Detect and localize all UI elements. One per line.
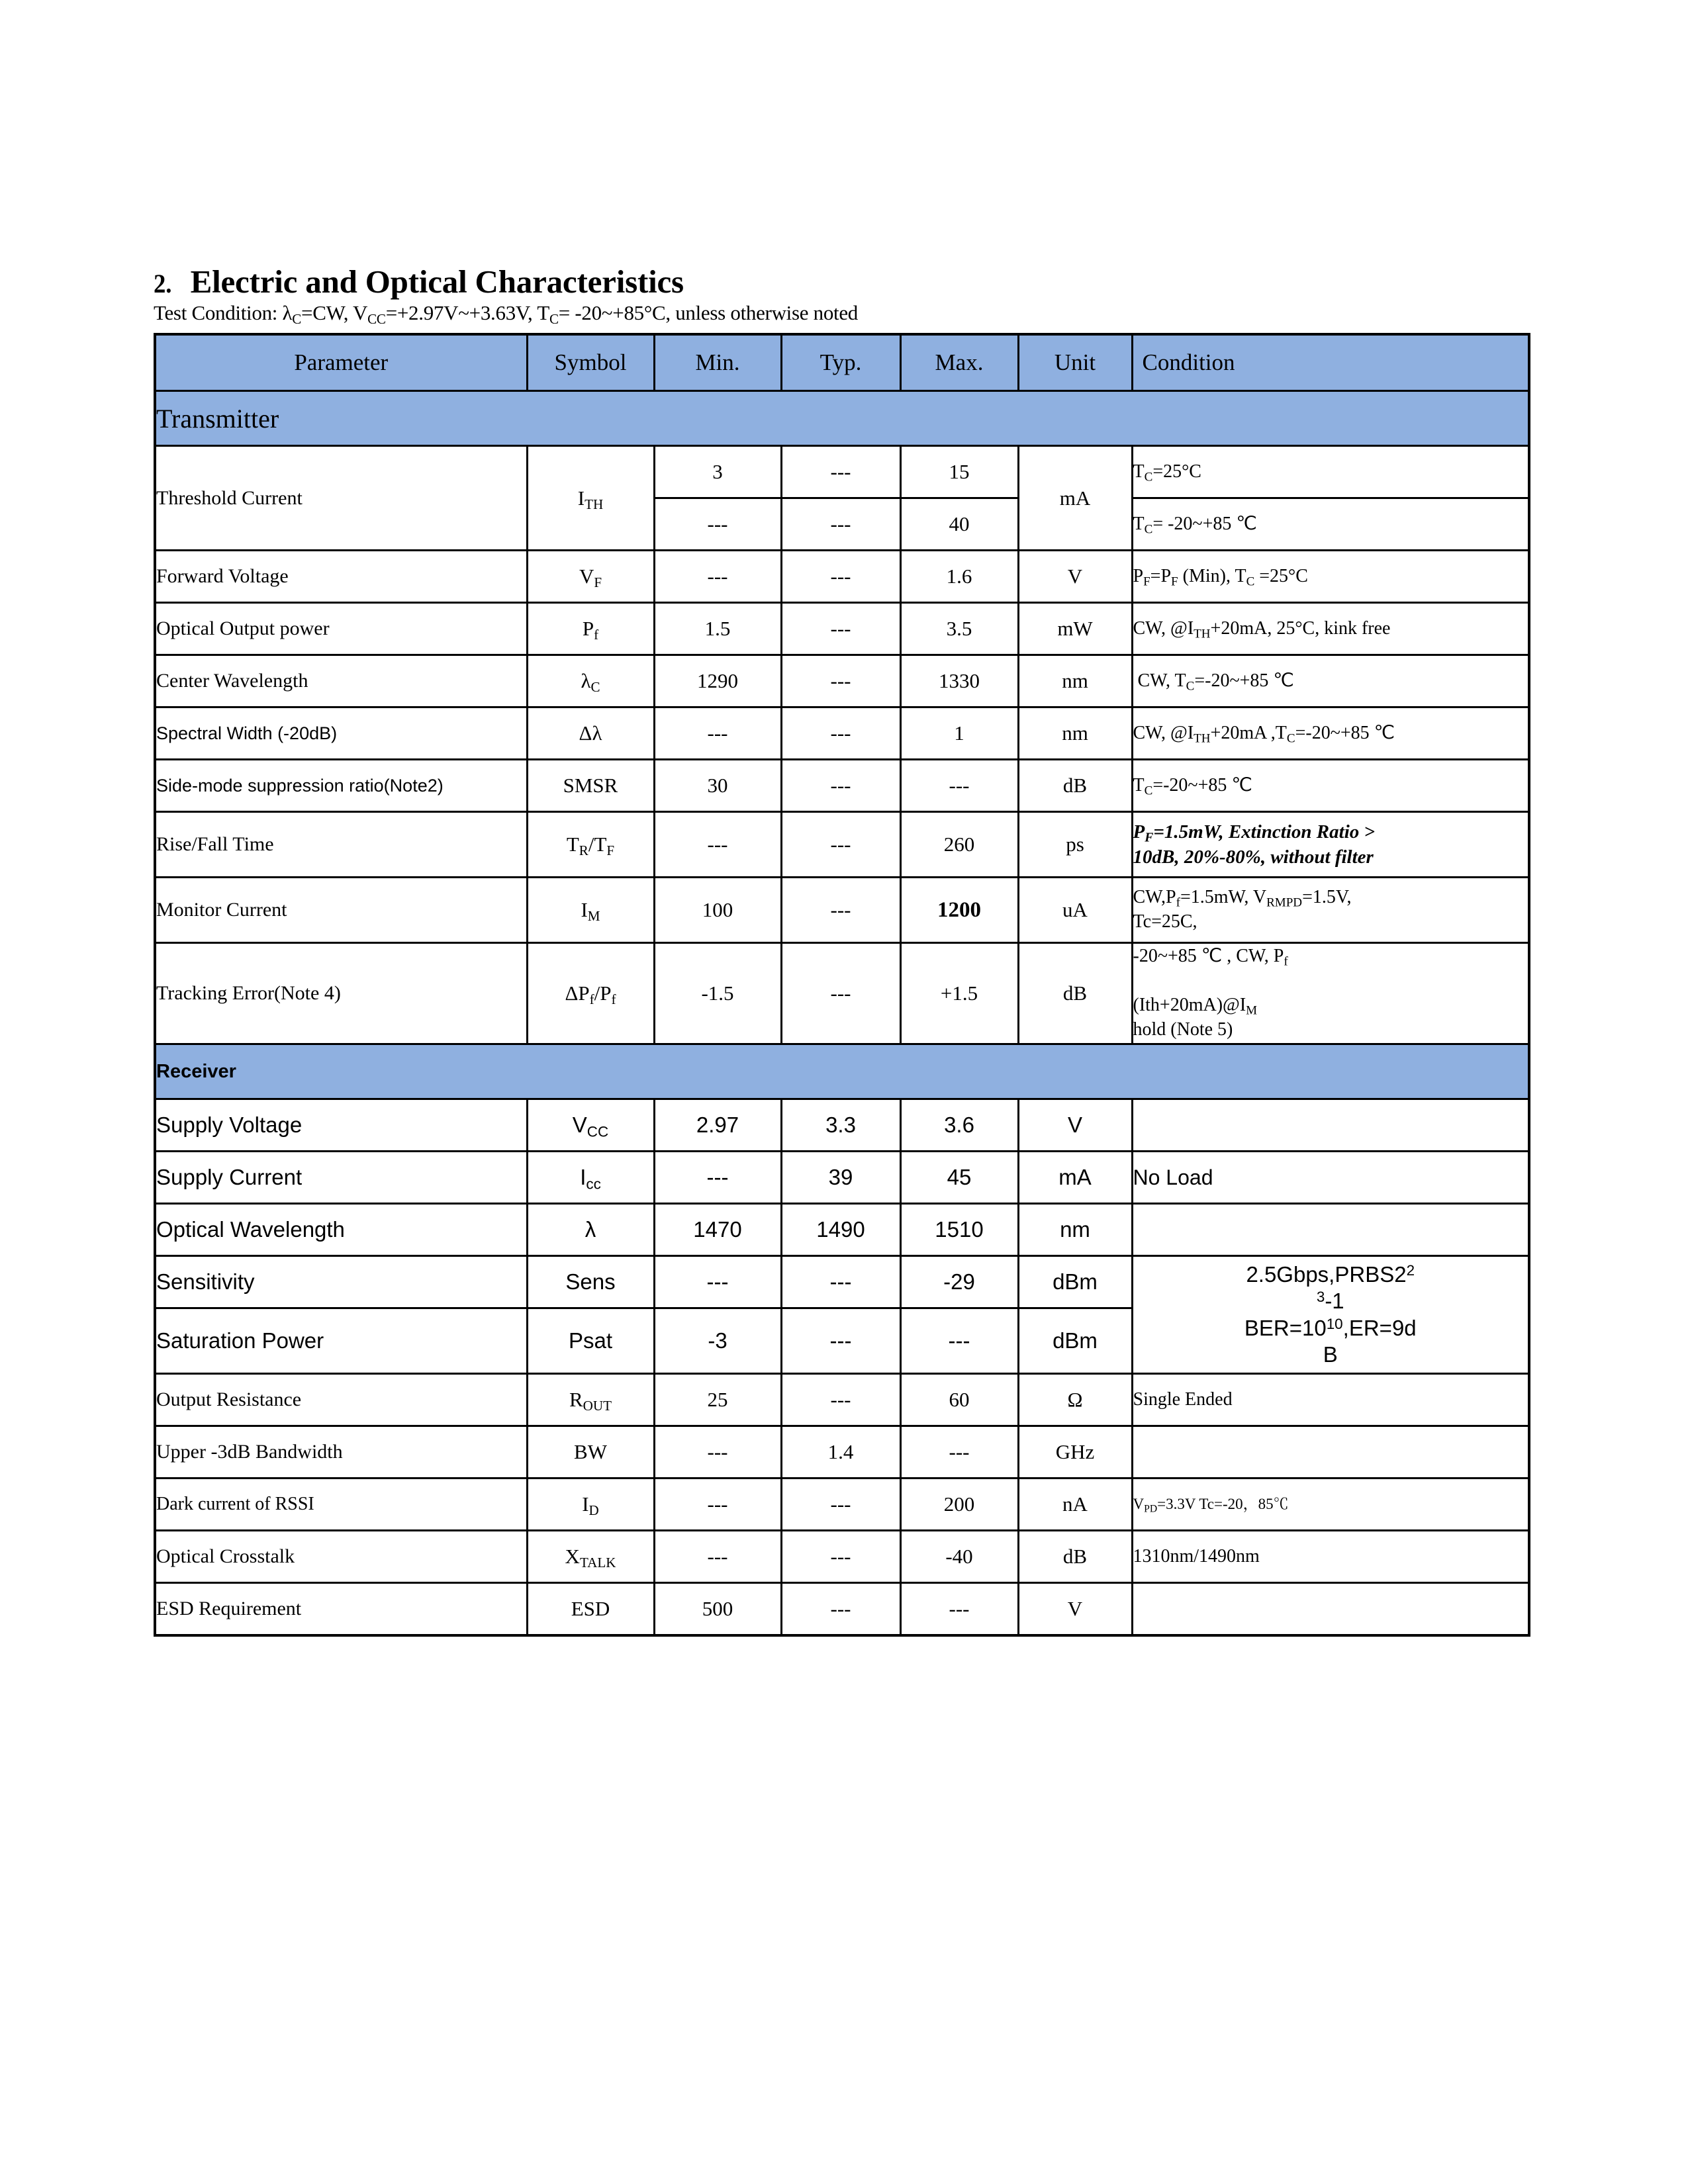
param-symbol <box>527 1152 654 1204</box>
cond-mid: +20mA ,T <box>1210 722 1287 743</box>
param-symbol: ESD <box>527 1583 654 1636</box>
value-min: --- <box>654 551 781 603</box>
value-typ: --- <box>781 498 900 551</box>
col-header-typ: Typ. <box>781 334 900 391</box>
value-min: 1290 <box>654 655 781 707</box>
cond-base: T <box>1133 461 1145 482</box>
test-condition-prefix: Test Condition: <box>154 301 283 325</box>
value-min: 3 <box>654 446 781 498</box>
value-min: 2.97 <box>654 1099 781 1152</box>
value-unit: dBm <box>1018 1256 1132 1308</box>
value-max: 15 <box>900 446 1018 498</box>
param-name-output-resistance: Output Resistance <box>155 1374 527 1426</box>
table-row <box>155 878 1529 943</box>
symbol-sub: C <box>590 678 600 695</box>
condition-cell <box>1132 878 1529 943</box>
condition-cell <box>1132 1099 1529 1152</box>
value-typ: --- <box>781 655 900 707</box>
cond-sub: C <box>1144 469 1153 484</box>
value-unit: nm <box>1018 707 1132 760</box>
param-name-dark-current: Dark current of RSSI <box>155 1479 527 1531</box>
value-max: 1200 <box>900 878 1018 943</box>
condition-cell <box>1132 1204 1529 1256</box>
param-name-esd: ESD Requirement <box>155 1583 527 1636</box>
param-symbol <box>527 943 654 1044</box>
param-name-tracking-error: Tracking Error(Note 4) <box>155 943 527 1044</box>
value-unit: uA <box>1018 878 1132 943</box>
condition-cell <box>1132 707 1529 760</box>
symbol-base: I <box>580 1165 586 1190</box>
value-typ: --- <box>781 1479 900 1531</box>
param-name-optical-wavelength: Optical Wavelength <box>155 1204 527 1256</box>
symbol-sub1: R <box>579 842 588 858</box>
cond-pre: CW, @I <box>1133 617 1194 639</box>
param-name-optical-output-power: Optical Output power <box>155 603 527 655</box>
value-unit: nm <box>1018 1204 1132 1256</box>
value-max: --- <box>900 1583 1018 1636</box>
value-unit: mW <box>1018 603 1132 655</box>
symbol-t1: T <box>566 833 579 856</box>
cond-post: =-20~+85 ℃ <box>1295 722 1395 743</box>
table-header-row <box>155 334 1529 391</box>
symbol-base: I <box>581 898 588 922</box>
value-unit: Ω <box>1018 1374 1132 1426</box>
cond-end: =25°C <box>1254 565 1308 586</box>
value-min: -1.5 <box>654 943 781 1044</box>
param-label: Threshold Current <box>156 486 303 509</box>
cond-t-sub: C <box>1246 574 1255 588</box>
value-typ: 39 <box>781 1152 900 1204</box>
cond-line2: -1 <box>1325 1289 1344 1314</box>
section-title: Electric and Optical Characteristics <box>190 263 684 300</box>
cond-pre: CW, @I <box>1133 722 1194 743</box>
table-row <box>155 707 1529 760</box>
param-name-monitor-current: Monitor Current <box>155 878 527 943</box>
value-typ: --- <box>781 551 900 603</box>
symbol-sub1: f <box>589 991 594 1007</box>
col-header-parameter: Parameter <box>155 334 527 391</box>
value-typ: 1490 <box>781 1204 900 1256</box>
value-min: --- <box>654 1256 781 1308</box>
symbol-sub: TALK <box>579 1554 616 1570</box>
symbol-base: P <box>582 617 594 641</box>
condition-cell: Single Ended <box>1132 1374 1529 1426</box>
value-unit: GHz <box>1018 1426 1132 1479</box>
cond-line1: -20~+85 ℃ , CW, P <box>1133 946 1284 967</box>
cond-sub1: f <box>1176 895 1180 910</box>
tc-subscript: C <box>549 311 559 328</box>
param-name-bandwidth: Upper -3dB Bandwidth <box>155 1426 527 1479</box>
col-header-unit: Unit <box>1018 334 1132 391</box>
cond-sub: PD <box>1144 1503 1158 1515</box>
value-min: 30 <box>654 760 781 812</box>
value-typ: --- <box>781 446 900 498</box>
value-unit: dB <box>1018 760 1132 812</box>
cond-pre: T <box>1133 774 1145 796</box>
condition-cell-sensitivity-saturation <box>1132 1256 1529 1374</box>
cond-sub: C <box>1186 678 1195 693</box>
cond-line2: Tc=25C, <box>1133 911 1197 933</box>
cond-line1-sub: f <box>1284 954 1288 969</box>
col-header-min: Min. <box>654 334 781 391</box>
value-typ: --- <box>781 1583 900 1636</box>
symbol-sub: F <box>594 574 602 590</box>
cond-line2: (Ith+20mA)@I <box>1133 995 1246 1016</box>
cond-line3-post: ,ER=9d <box>1342 1315 1417 1340</box>
cond-sub1: TH <box>1194 731 1211 745</box>
cond-eq: =P <box>1150 565 1172 586</box>
value-min: 1470 <box>654 1204 781 1256</box>
condition-cell <box>1132 812 1529 878</box>
value-max: --- <box>900 760 1018 812</box>
symbol-base: X <box>565 1545 580 1569</box>
value-max: 3.5 <box>900 603 1018 655</box>
table-row <box>155 812 1529 878</box>
value-unit: V <box>1018 1583 1132 1636</box>
value-typ: --- <box>781 1256 900 1308</box>
value-unit: nA <box>1018 1479 1132 1531</box>
cond-post: =-20~+85 ℃ <box>1194 670 1294 691</box>
param-symbol: Sens <box>527 1256 654 1308</box>
cond-rest: =25°C <box>1152 461 1201 482</box>
param-name-smsr: Side-mode suppression ratio(Note2) <box>155 760 527 812</box>
value-min: --- <box>654 498 781 551</box>
param-name-threshold-current <box>155 446 527 551</box>
test-condition-mid2: =+2.97V~+3.63V, T <box>385 301 549 325</box>
cond-sub: C <box>1144 522 1153 536</box>
value-unit: mA <box>1018 1152 1132 1204</box>
section-label-transmitter: Transmitter <box>155 391 1529 446</box>
col-header-symbol: Symbol <box>527 334 654 391</box>
table-row <box>155 1426 1529 1479</box>
value-max: 40 <box>900 498 1018 551</box>
table-row <box>155 760 1529 812</box>
condition-cell <box>1132 1479 1529 1531</box>
symbol-base: I <box>582 1492 589 1516</box>
param-symbol: SMSR <box>527 760 654 812</box>
param-symbol: BW <box>527 1426 654 1479</box>
value-max: 1510 <box>900 1204 1018 1256</box>
param-symbol <box>527 812 654 878</box>
param-name-supply-voltage: Supply Voltage <box>155 1099 527 1152</box>
value-typ: --- <box>781 878 900 943</box>
electric-optical-characteristics-table <box>154 333 1530 1637</box>
value-unit: dB <box>1018 1531 1132 1583</box>
cond-post: =-20~+85 ℃ <box>1152 774 1252 796</box>
param-name-center-wavelength: Center Wavelength <box>155 655 527 707</box>
condition-cell: 1310nm/1490nm <box>1132 1531 1529 1583</box>
symbol-sub2: F <box>606 842 615 858</box>
condition-cell <box>1132 551 1529 603</box>
condition-cell <box>1132 760 1529 812</box>
value-typ: --- <box>781 1531 900 1583</box>
param-symbol: λ <box>527 1204 654 1256</box>
value-min: --- <box>654 1531 781 1583</box>
value-min: 100 <box>654 878 781 943</box>
condition-cell <box>1132 446 1529 498</box>
section-number: 2. <box>154 269 172 298</box>
cond-post: +20mA, 25°C, kink free <box>1210 617 1391 639</box>
param-symbol <box>527 1374 654 1426</box>
value-max: -40 <box>900 1531 1018 1583</box>
section-row-transmitter <box>155 391 1529 446</box>
table-row <box>155 1479 1529 1531</box>
table-row <box>155 1256 1529 1308</box>
table-row <box>155 1204 1529 1256</box>
cond-sub: TH <box>1194 626 1211 641</box>
test-condition-line <box>154 301 1528 328</box>
cond-mid: =1.5mW, V <box>1180 887 1267 908</box>
value-unit: V <box>1018 551 1132 603</box>
symbol-slash: /P <box>594 981 612 1005</box>
cond-p: P <box>1133 565 1144 586</box>
condition-cell <box>1132 498 1529 551</box>
cond-sub: C <box>1144 783 1153 797</box>
value-max: --- <box>900 1308 1018 1374</box>
cond-post: =3.3V Tc=-20，85℃ <box>1157 1495 1289 1512</box>
cond-p2-sub: F <box>1171 574 1178 588</box>
cond-p: P <box>1133 821 1145 842</box>
symbol-sub: cc <box>586 1175 601 1193</box>
cond-pre: CW, T <box>1137 670 1186 691</box>
cond-p-sub: F <box>1143 574 1150 588</box>
cond-line1: 2.5Gbps,PRBS2 <box>1246 1262 1407 1287</box>
table-row <box>155 603 1529 655</box>
value-typ: --- <box>781 943 900 1044</box>
cond-line2-sub: M <box>1246 1003 1258 1018</box>
value-max: +1.5 <box>900 943 1018 1044</box>
value-typ: --- <box>781 603 900 655</box>
table-row <box>155 446 1529 498</box>
section-row-receiver <box>155 1044 1529 1099</box>
value-unit: V <box>1018 1099 1132 1152</box>
value-max: 1 <box>900 707 1018 760</box>
value-max: 60 <box>900 1374 1018 1426</box>
symbol-sub: D <box>588 1502 599 1518</box>
value-min: 1.5 <box>654 603 781 655</box>
cond-line2-sup: 3 <box>1316 1289 1325 1306</box>
table-row <box>155 943 1529 1044</box>
param-symbol <box>527 603 654 655</box>
value-min: 500 <box>654 1583 781 1636</box>
cond-line3-pre: BER=10 <box>1244 1315 1327 1340</box>
symbol-sub: TH <box>585 496 604 512</box>
param-symbol <box>527 655 654 707</box>
table-row <box>155 1583 1529 1636</box>
value-min: --- <box>654 707 781 760</box>
cond-line3: hold (Note 5) <box>1133 1019 1233 1040</box>
symbol-base: R <box>569 1388 583 1412</box>
value-unit: mA <box>1018 446 1132 551</box>
value-max: 1330 <box>900 655 1018 707</box>
col-header-max: Max. <box>900 334 1018 391</box>
cond-line1: =1.5mW, Extinction Ratio > <box>1153 821 1376 842</box>
cond-mid: (Min), T <box>1178 565 1246 586</box>
table-row <box>155 1099 1529 1152</box>
symbol-base: V <box>579 565 594 588</box>
value-min: --- <box>654 812 781 878</box>
value-unit: dBm <box>1018 1308 1132 1374</box>
param-name-optical-crosstalk: Optical Crosstalk <box>155 1531 527 1583</box>
cond-line2: 10dB, 20%-80%, without filter <box>1133 846 1374 868</box>
table-row <box>155 655 1529 707</box>
cond-line3-sup: 10 <box>1326 1315 1343 1332</box>
cond-sub2: C <box>1286 731 1295 745</box>
value-max: 45 <box>900 1152 1018 1204</box>
param-name-sensitivity: Sensitivity <box>155 1256 527 1308</box>
cond-rest: = -20~+85 ℃ <box>1152 513 1257 534</box>
lambda-subscript: C <box>292 311 302 328</box>
section-heading <box>154 265 1528 298</box>
cond-p-sub: F <box>1145 830 1154 845</box>
cond-line4: B <box>1323 1342 1338 1367</box>
value-unit: dB <box>1018 943 1132 1044</box>
symbol-sub: f <box>594 626 599 643</box>
condition-cell: No Load <box>1132 1152 1529 1204</box>
value-typ: 1.4 <box>781 1426 900 1479</box>
param-symbol <box>527 878 654 943</box>
symbol-slash: /T <box>588 833 607 856</box>
condition-cell <box>1132 1583 1529 1636</box>
cond-post: =1.5V, <box>1302 887 1352 908</box>
value-min: --- <box>654 1152 781 1204</box>
symbol-sub: CC <box>586 1123 609 1140</box>
value-typ: --- <box>781 760 900 812</box>
value-max: 200 <box>900 1479 1018 1531</box>
param-symbol: Δλ <box>527 707 654 760</box>
value-max: 1.6 <box>900 551 1018 603</box>
table-row <box>155 1374 1529 1426</box>
value-min: -3 <box>654 1308 781 1374</box>
condition-cell <box>1132 1426 1529 1479</box>
value-unit: nm <box>1018 655 1132 707</box>
value-max: 260 <box>900 812 1018 878</box>
cond-base: T <box>1133 513 1145 534</box>
table-row <box>155 551 1529 603</box>
condition-cell <box>1132 603 1529 655</box>
value-typ: 3.3 <box>781 1099 900 1152</box>
table-row <box>155 1152 1529 1204</box>
value-max: --- <box>900 1426 1018 1479</box>
condition-cell <box>1132 943 1529 1044</box>
cond-line1-sup: 2 <box>1406 1261 1415 1279</box>
param-symbol-threshold-current <box>527 446 654 551</box>
value-typ: --- <box>781 812 900 878</box>
value-typ: --- <box>781 1374 900 1426</box>
value-unit: ps <box>1018 812 1132 878</box>
param-name-forward-voltage: Forward Voltage <box>155 551 527 603</box>
vcc-subscript: CC <box>367 311 386 328</box>
value-min: 25 <box>654 1374 781 1426</box>
section-label-receiver: Receiver <box>155 1044 1529 1099</box>
param-name-saturation-power: Saturation Power <box>155 1308 527 1374</box>
symbol-base: V <box>572 1113 587 1138</box>
value-typ: --- <box>781 707 900 760</box>
col-header-condition: Condition <box>1132 334 1529 391</box>
param-symbol <box>527 1099 654 1152</box>
param-symbol <box>527 1479 654 1531</box>
param-symbol <box>527 551 654 603</box>
param-symbol: Psat <box>527 1308 654 1374</box>
lambda-symbol: λ <box>282 301 293 325</box>
param-name-spectral-width: Spectral Width (-20dB) <box>155 707 527 760</box>
test-condition-mid3: = -20~+85°C, unless otherwise noted <box>558 301 859 325</box>
param-name-supply-current: Supply Current <box>155 1152 527 1204</box>
value-min: --- <box>654 1479 781 1531</box>
cond-pre: CW,P <box>1133 887 1176 908</box>
page-content <box>154 265 1528 1637</box>
param-symbol <box>527 1531 654 1583</box>
cond-sub2: RMPD <box>1266 895 1303 910</box>
symbol-base: λ <box>581 669 591 693</box>
table-row <box>155 1531 1529 1583</box>
symbol-sub: OUT <box>583 1397 612 1414</box>
symbol-delta: ΔP <box>565 981 590 1005</box>
value-max: -29 <box>900 1256 1018 1308</box>
value-typ: --- <box>781 1308 900 1374</box>
test-condition-mid1: =CW, V <box>301 301 368 325</box>
symbol-sub: M <box>587 907 600 924</box>
symbol-sub2: f <box>611 991 616 1007</box>
value-max: 3.6 <box>900 1099 1018 1152</box>
value-min: --- <box>654 1426 781 1479</box>
cond-pre: V <box>1133 1495 1145 1512</box>
condition-cell <box>1132 655 1529 707</box>
param-name-rise-fall-time: Rise/Fall Time <box>155 812 527 878</box>
symbol-base: I <box>577 486 585 510</box>
